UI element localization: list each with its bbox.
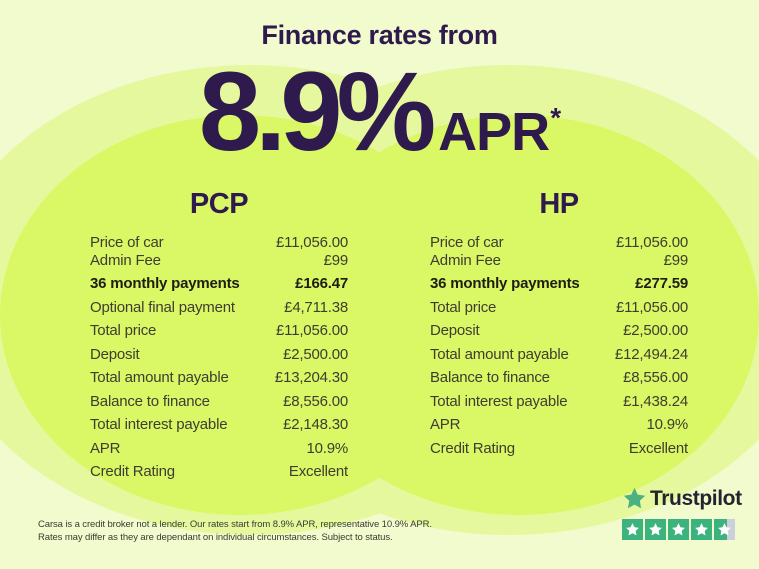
table-row — [430, 369, 688, 387]
row-label: APR — [90, 439, 121, 457]
row-label: 36 monthly payments — [90, 275, 240, 292]
table-row — [430, 322, 688, 340]
row-value: £2,148.30 — [283, 416, 348, 433]
row-value: Excellent — [628, 439, 688, 457]
table-row — [90, 369, 348, 387]
row-value: £277.59 — [635, 275, 688, 292]
table-row — [90, 346, 348, 364]
row-value: Excellent — [288, 463, 348, 480]
row-value: £166.47 — [295, 275, 348, 292]
disclaimer-line-2: Rates may differ as they are dependant on individual circumstances. Subject to status. — [38, 532, 393, 543]
row-label: Balance to finance — [430, 369, 550, 386]
row-label: Total interest payable — [90, 416, 228, 433]
row-label: Credit Rating — [430, 439, 515, 457]
row-label: Optional final payment — [90, 298, 235, 316]
trustpilot-star-icon — [622, 486, 647, 511]
row-label: Price of car — [430, 234, 504, 251]
table-row — [430, 252, 688, 270]
row-value: £1,438.24 — [623, 392, 688, 410]
row-value: £11,056.00 — [276, 234, 348, 251]
table-row — [90, 252, 348, 270]
rate-footnote-asterisk: * — [550, 102, 561, 133]
table-row — [430, 440, 688, 458]
hp-column — [430, 188, 688, 457]
row-label: Total amount payable — [430, 345, 569, 363]
row-label: Total amount payable — [90, 369, 229, 386]
table-row — [90, 393, 348, 411]
row-label: Credit Rating — [90, 463, 175, 480]
rate-unit — [438, 101, 560, 163]
rate-unit-label: APR — [438, 102, 550, 162]
row-label: Admin Fee — [430, 251, 501, 269]
legal-disclaimer — [38, 518, 432, 544]
row-value: £8,556.00 — [283, 392, 348, 410]
row-label: Total price — [90, 322, 157, 339]
row-label: Admin Fee — [90, 251, 161, 269]
row-value: £13,204.30 — [274, 369, 348, 386]
hp-column-title: HP — [539, 188, 579, 220]
table-row — [430, 346, 688, 364]
row-value: £99 — [323, 251, 348, 269]
table-row — [430, 416, 688, 434]
disclaimer-line-1: Carsa is a credit broker not a lender. Our rates start from 8.9% APR, representative 10.9% APR. — [38, 519, 432, 530]
table-row — [90, 275, 348, 293]
row-label: 36 monthly payments — [430, 275, 580, 292]
row-label: APR — [430, 416, 461, 433]
row-value: £8,556.00 — [623, 369, 688, 386]
row-value: £4,711.38 — [284, 298, 348, 316]
star-icon — [668, 519, 689, 540]
headline-rate — [0, 49, 759, 174]
row-value: £11,056.00 — [616, 234, 688, 251]
trustpilot-logo — [622, 486, 742, 511]
row-value: 10.9% — [306, 439, 348, 457]
table-row — [430, 275, 688, 293]
star-icon — [645, 519, 666, 540]
pcp-column — [90, 188, 348, 481]
table-row — [430, 393, 688, 411]
row-label: Deposit — [430, 322, 480, 339]
rate-value: 8.9% — [198, 49, 431, 174]
row-value: £11,056.00 — [616, 298, 688, 316]
row-value: 10.9% — [646, 416, 688, 433]
row-value: £12,494.24 — [614, 345, 688, 363]
table-row — [430, 299, 688, 317]
half-star-icon — [714, 519, 735, 540]
star-icon — [691, 519, 712, 540]
trustpilot-wordmark: Trustpilot — [650, 486, 742, 510]
row-label: Deposit — [90, 345, 140, 363]
table-row — [90, 416, 348, 434]
table-row — [90, 299, 348, 317]
row-label: Price of car — [90, 234, 164, 251]
page-title: Finance rates from — [261, 20, 498, 50]
row-label: Balance to finance — [90, 392, 210, 410]
star-icon — [622, 519, 643, 540]
row-value: £2,500.00 — [283, 345, 348, 363]
row-value: £99 — [663, 251, 688, 269]
trustpilot-rating-stars — [622, 519, 742, 540]
row-label: Total price — [430, 298, 497, 316]
table-row — [90, 440, 348, 458]
pcp-column-title: PCP — [189, 188, 249, 220]
table-row — [90, 234, 348, 252]
row-value: £11,056.00 — [276, 322, 348, 339]
row-value: £2,500.00 — [623, 322, 688, 339]
row-label: Total interest payable — [430, 392, 568, 410]
table-row — [90, 463, 348, 481]
table-row — [90, 322, 348, 340]
trustpilot-widget — [622, 486, 742, 540]
table-row — [430, 234, 688, 252]
